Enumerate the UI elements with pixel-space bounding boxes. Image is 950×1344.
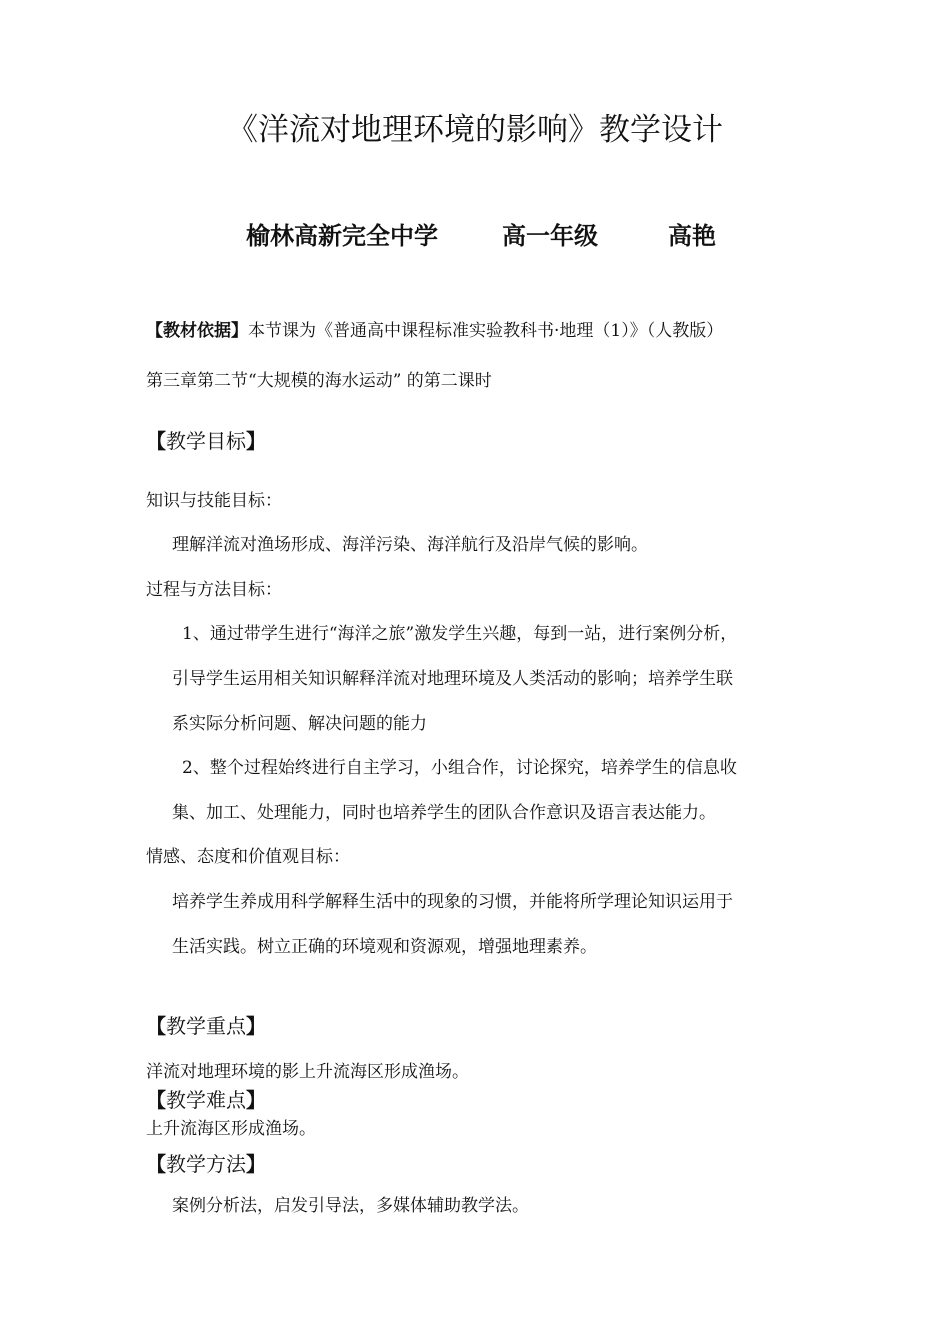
author-school: 榆林高新完全中学 (246, 222, 438, 250)
objectives-heading-text: 教学目标 (166, 429, 246, 453)
bracket-open: 【 (146, 1152, 166, 1176)
basis-label: 【教材依据】 (146, 321, 248, 341)
emotion-label: 情感、态度和价值观目标： (146, 847, 350, 867)
knowledge-text: 理解洋流对渔场形成、海洋污染、海洋航行及沿岸气候的影响。 (172, 535, 648, 555)
basis-text-1: 本节课为《普通高中课程标准实验教科书·地理（1）》（人教版） (248, 321, 724, 341)
key-points-heading (146, 1010, 266, 1039)
bracket-open: 【 (146, 1088, 166, 1112)
bracket-open: 【 (146, 1014, 166, 1038)
key-points-text: 洋流对地理环境的影上升流海区形成渔场。 (146, 1062, 469, 1082)
knowledge-label: 知识与技能目标： (146, 491, 282, 511)
difficulties-heading-text: 教学难点 (166, 1088, 246, 1112)
bracket-close: 】 (246, 1152, 266, 1176)
process-1-line-3: 系实际分析问题、解决问题的能力 (172, 714, 427, 734)
process-2-line-2: 集、加工、处理能力，同时也培养学生的团队合作意识及语言表达能力。 (172, 803, 716, 823)
difficulties-heading (146, 1084, 266, 1113)
process-label: 过程与方法目标： (146, 580, 282, 600)
author-teacher: 高艳 (668, 222, 716, 250)
bracket-close: 】 (246, 1088, 266, 1112)
process-1-line-2: 引导学生运用相关知识解释洋流对地理环境及人类活动的影响；培养学生联 (172, 669, 733, 689)
process-1-line-1: 1、通过带学生进行“海洋之旅”激发学生兴趣，每到一站，进行案例分析， (182, 624, 738, 644)
author-grade: 高一年级 (502, 222, 598, 250)
methods-text: 案例分析法，启发引导法，多媒体辅助教学法。 (172, 1196, 529, 1216)
difficulties-text: 上升流海区形成渔场。 (146, 1119, 316, 1139)
objectives-heading (146, 425, 266, 454)
emotion-line-1: 培养学生养成用科学解释生活中的现象的习惯，并能将所学理论知识运用于 (172, 892, 733, 912)
methods-heading-text: 教学方法 (166, 1152, 246, 1176)
key-points-heading-text: 教学重点 (166, 1014, 246, 1038)
basis-line-1 (146, 316, 723, 341)
methods-heading (146, 1148, 266, 1177)
bracket-open: 【 (146, 429, 166, 453)
page-title: 《洋流对地理环境的影响》教学设计 (227, 112, 723, 148)
process-2-line-1: 2、整个过程始终进行自主学习，小组合作，讨论探究，培养学生的信息收 (182, 758, 737, 778)
basis-line-2: 第三章第二节“大规模的海水运动” 的第二课时 (146, 371, 492, 391)
emotion-line-2: 生活实践。树立正确的环境观和资源观，增强地理素养。 (172, 937, 597, 957)
bracket-close: 】 (246, 429, 266, 453)
bracket-close: 】 (246, 1014, 266, 1038)
